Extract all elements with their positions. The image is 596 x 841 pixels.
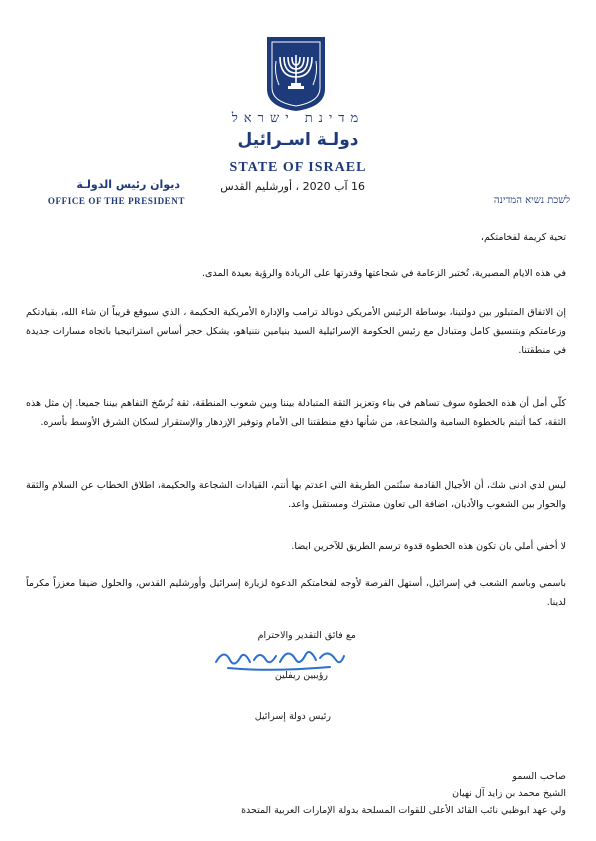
letter-paragraph-6: باسمي وباسم الشعب في إسرائيل، أستهل الفرصة لأوجه لفخامتكم الدعوة لزيارة إسرائيل وأورشليم القدس، والحلول ضيفا معززاً مكرماً لدينا. [26,578,566,608]
letterhead-hebrew-title: מדינת ישראל [231,111,365,126]
letter-paragraph-1: في هذه الايام المصيرية، تُختبر الزعامة في شجاعتها وقدرتها على الريادة والرؤية بعيدة المدى. [202,268,566,279]
recipient-line-2: الشيخ محمد بن زايد آل نهيان [452,788,566,799]
office-arabic-label: ديوان رئيس الدولـة [76,178,180,191]
recipient-line-1: صاحب السمو [512,771,566,782]
letter-paragraph-3: كلّي أمل أن هذه الخطوة سوف تساهم في بناء وتعزيز الثقة المتبادلة بيننا وبين شعوب المنطقة، ثقة تُرسّخ التفاهم بيننا جميعا. إن مثل هذه الثقة، كما أثبتم بالخطوة السامية والشجاعة، من شأنها دفع منطقتنا الى الأمام وتوفير الإزدهار والإستقرار لسكان الشرق الأوسط بأسره. [26,398,566,428]
handwritten-signature [210,640,350,674]
closing-regards: مع فائق التقدير والاحترام [257,630,356,641]
letter-paragraph-4: ليس لدي ادنى شك، أن الأجيال القادمة ستُثمن الطريقة التي اعدتم بها أنتم، القيادات الشجاعة والحكيمة، اطلاق الخطاب عن السلام والثقة والحوار بين الشعوب والأديان، اضافة الى تعاون مشترك ومستقبل واعد. [26,480,566,510]
recipient-line-3: ولي عهد ابوظبي نائب القائد الأعلى للقوات المسلحة بدولة الإمارات العربية المتحدة [241,805,566,816]
letter-greeting: تحية كريمة لفخامتكم، [480,232,566,243]
signatory-name: رؤيبين ريفلين [274,670,328,681]
office-english-label: OFFICE OF THE PRESIDENT [47,196,185,206]
letter-paragraph-2: إن الاتفاق المتبلور بين دولتينا، بوساطة الرئيس الأمريكي دونالد ترامب والإدارة الأمريكية الحكيمة ، الذي سيوقع قريباً ان شاء الله، بقيادتكم وزعامتكم وبتنسيق كامل ومتبادل مع رئيس الحكومة الإسرائيلية السيد بنيامين نتنياهو، يشكل حجر أساس استراتيجيا باتجاه مسارات جديدة في منطقتنا. [26,307,566,356]
letterhead-arabic-title: دولـة اسـرائيل [237,130,359,150]
office-hebrew-label: לשכת נשיא המדינה [493,195,570,206]
letter-paragraph-5: لا أخفي أملي بان تكون هذه الخطوة قدوة ترسم الطريق للآخرين ايضا. [291,541,566,552]
letter-date: 16 آب 2020 ، أورشليم القدس [220,180,365,193]
state-emblem-icon [263,33,329,113]
signatory-title: رئيس دولة إسرائيل [254,711,331,722]
letterhead-english-title: STATE OF ISRAEL [229,160,367,175]
